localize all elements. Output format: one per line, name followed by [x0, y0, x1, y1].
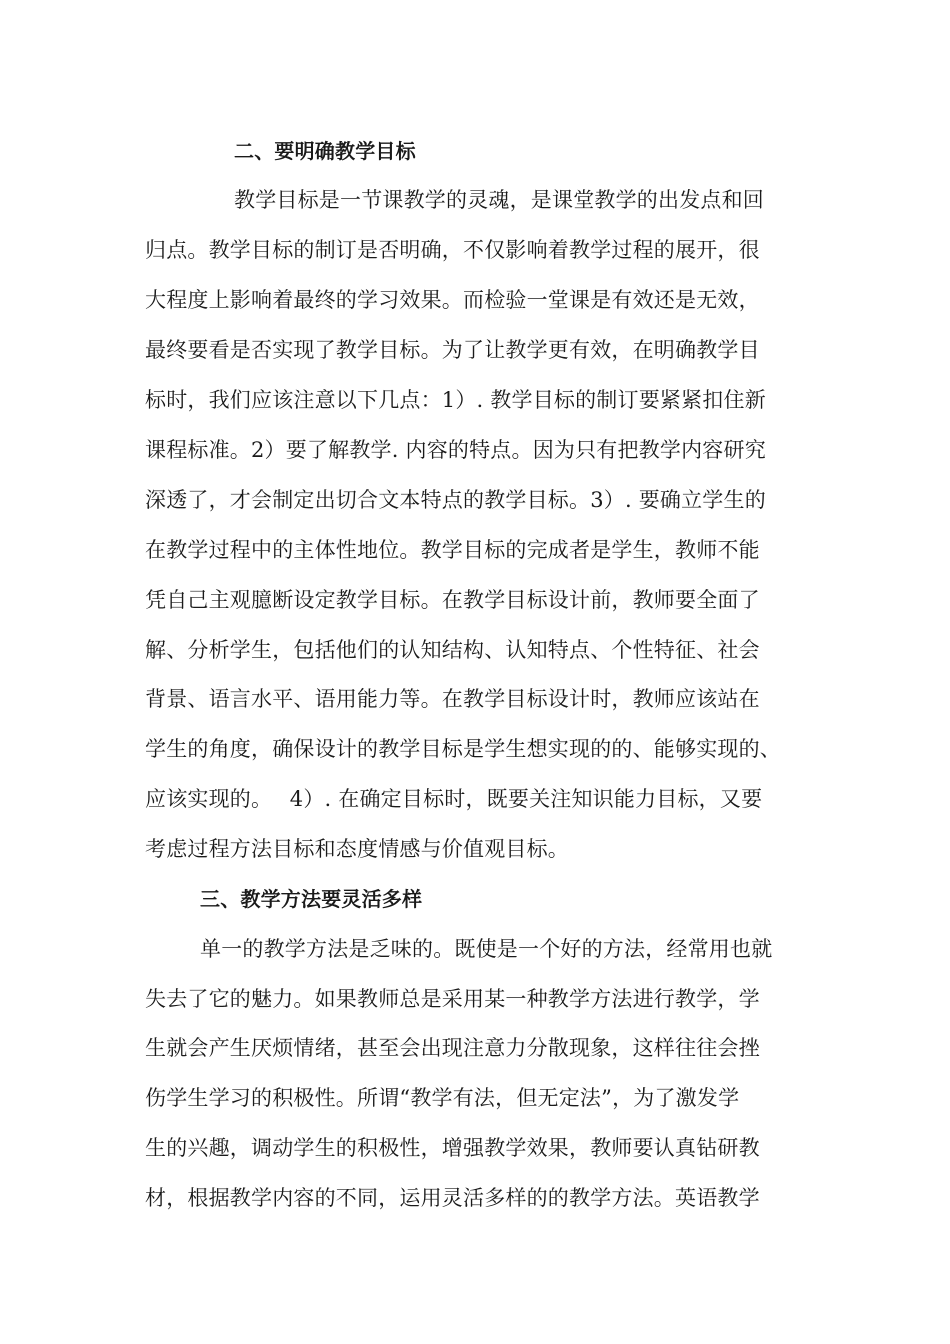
paragraph-line: 应该实现的。 4）. 在确定目标时，既要关注知识能力目标，又要: [145, 787, 763, 811]
paragraph-line: 归点。教学目标的制订是否明确，不仅影响着教学过程的展开，很: [145, 238, 760, 262]
paragraph-line: 课程标准。2）要了解教学. 内容的特点。因为只有把教学内容研究: [145, 438, 766, 462]
paragraph-line: 背景、语言水平、语用能力等。在教学目标设计时，教师应该站在: [145, 687, 760, 711]
paragraph-line: 失去了它的魅力。如果教师总是采用某一种教学方法进行教学，学: [145, 987, 760, 1011]
paragraph-line: 学生的角度，确保设计的教学目标是学生想实现的的、能够实现的、: [145, 737, 781, 761]
paragraph-line: 凭自己主观臆断设定教学目标。在教学目标设计前，教师要全面了: [145, 588, 760, 612]
paragraph-line: 生就会产生厌烦情绪，甚至会出现注意力分散现象，这样往往会挫: [145, 1036, 760, 1060]
section-heading-3: 三、教学方法要灵活多样: [200, 887, 423, 911]
paragraph-line: 标时，我们应该注意以下几点：1）. 教学目标的制订要紧紧扣住新: [145, 388, 766, 412]
paragraph-line: 单一的教学方法是乏味的。既使是一个好的方法，经常用也就: [200, 937, 773, 961]
paragraph-line: 最终要看是否实现了教学目标。为了让教学更有效，在明确教学目: [145, 338, 760, 362]
paragraph-line: 教学目标是一节课教学的灵魂，是课堂教学的出发点和回: [234, 188, 764, 212]
paragraph-line: 大程度上影响着最终的学习效果。而检验一堂课是有效还是无效，: [145, 288, 760, 312]
paragraph-line: 在教学过程中的主体性地位。教学目标的完成者是学生，教师不能: [145, 538, 760, 562]
paragraph-line: 深透了，才会制定出切合文本特点的教学目标。3）. 要确立学生的: [145, 488, 766, 512]
paragraph-line: 考虑过程方法目标和态度情感与价值观目标。: [145, 837, 569, 861]
paragraph-line: 伤学生学习的积极性。所谓“教学有法，但无定法”，为了激发学: [145, 1086, 740, 1110]
paragraph-line: 解、分析学生，包括他们的认知结构、认知特点、个性特征、社会: [145, 638, 760, 662]
paragraph-line: 材，根据教学内容的不同，运用灵活多样的的教学方法。英语教学: [145, 1186, 760, 1210]
section-heading-2: 二、要明确教学目标: [234, 139, 416, 163]
paragraph-line: 生的兴趣，调动学生的积极性，增强教学效果，教师要认真钻研教: [145, 1136, 760, 1160]
